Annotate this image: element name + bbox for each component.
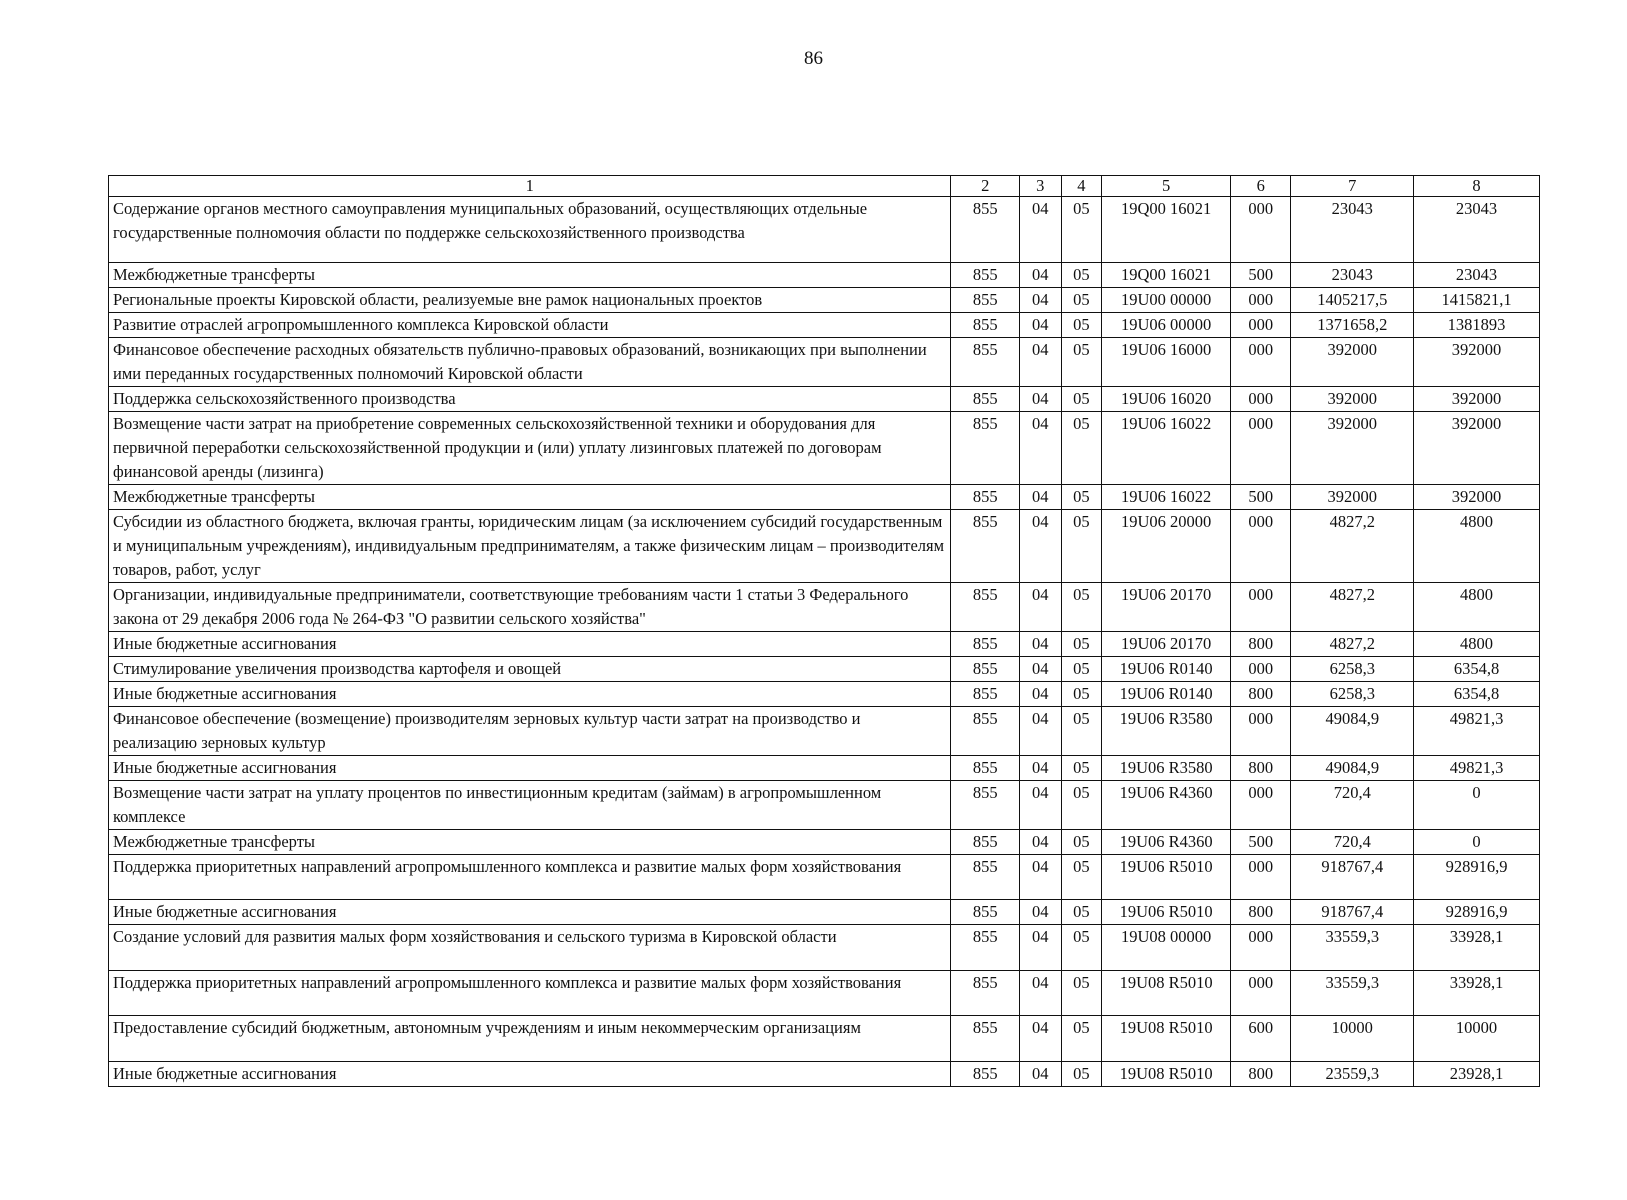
- row-value-7: 1405217,5: [1291, 288, 1414, 313]
- row-code-4: 05: [1061, 412, 1102, 485]
- row-code-6: 000: [1231, 313, 1291, 338]
- table-row: [109, 583, 1540, 632]
- row-value-7: 4827,2: [1291, 510, 1414, 583]
- row-name: Предоставление субсидий бюджетным, автономным учреждениям и иным некоммерческим организациям: [109, 1016, 951, 1062]
- row-code-3: 04: [1020, 900, 1062, 925]
- row-code-5: 19U06 16000: [1102, 338, 1231, 387]
- row-value-8: 23043: [1414, 197, 1540, 263]
- table-row: [109, 830, 1540, 855]
- row-code-2: 855: [951, 657, 1020, 682]
- row-code-2: 855: [951, 338, 1020, 387]
- row-value-8: 4800: [1414, 510, 1540, 583]
- row-name: Содержание органов местного самоуправления муниципальных образований, осуществляющих отдельные государственные полномочия области по поддержке сельскохозяйственного производства: [109, 197, 951, 263]
- row-code-3: 04: [1020, 1062, 1062, 1087]
- row-value-7: 918767,4: [1291, 900, 1414, 925]
- row-name: Региональные проекты Кировской области, реализуемые вне рамок национальных проектов: [109, 288, 951, 313]
- row-code-4: 05: [1061, 263, 1102, 288]
- row-code-3: 04: [1020, 971, 1062, 1016]
- row-code-5: 19Q00 16021: [1102, 197, 1231, 263]
- row-value-8: 0: [1414, 781, 1540, 830]
- row-code-4: 05: [1061, 197, 1102, 263]
- row-code-4: 05: [1061, 900, 1102, 925]
- row-value-7: 392000: [1291, 338, 1414, 387]
- row-code-3: 04: [1020, 657, 1062, 682]
- row-code-6: 000: [1231, 657, 1291, 682]
- row-code-2: 855: [951, 756, 1020, 781]
- row-code-4: 05: [1061, 510, 1102, 583]
- row-name: Иные бюджетные ассигнования: [109, 900, 951, 925]
- row-value-8: 23043: [1414, 263, 1540, 288]
- row-code-6: 000: [1231, 510, 1291, 583]
- row-value-7: 23559,3: [1291, 1062, 1414, 1087]
- row-name: Поддержка приоритетных направлений агропромышленного комплекса и развитие малых форм хозяйствования: [109, 971, 951, 1016]
- row-code-2: 855: [951, 583, 1020, 632]
- table-row: [109, 1016, 1540, 1062]
- row-code-5: 19U06 R0140: [1102, 682, 1231, 707]
- row-code-6: 800: [1231, 632, 1291, 657]
- row-value-7: 10000: [1291, 1016, 1414, 1062]
- row-code-2: 855: [951, 971, 1020, 1016]
- row-code-3: 04: [1020, 412, 1062, 485]
- row-code-2: 855: [951, 412, 1020, 485]
- row-code-6: 800: [1231, 900, 1291, 925]
- row-code-3: 04: [1020, 510, 1062, 583]
- row-code-3: 04: [1020, 263, 1062, 288]
- row-code-2: 855: [951, 855, 1020, 900]
- row-value-7: 4827,2: [1291, 632, 1414, 657]
- row-value-8: 392000: [1414, 485, 1540, 510]
- row-value-7: 1371658,2: [1291, 313, 1414, 338]
- row-code-4: 05: [1061, 707, 1102, 756]
- row-name: Поддержка приоритетных направлений агропромышленного комплекса и развитие малых форм хозяйствования: [109, 855, 951, 900]
- row-code-2: 855: [951, 1062, 1020, 1087]
- row-code-5: 19U08 R5010: [1102, 971, 1231, 1016]
- row-code-3: 04: [1020, 313, 1062, 338]
- row-code-5: 19U06 R5010: [1102, 900, 1231, 925]
- row-code-4: 05: [1061, 1062, 1102, 1087]
- row-value-7: 33559,3: [1291, 925, 1414, 971]
- row-code-3: 04: [1020, 1016, 1062, 1062]
- row-value-7: 23043: [1291, 263, 1414, 288]
- table-row: [109, 1062, 1540, 1087]
- row-code-4: 05: [1061, 485, 1102, 510]
- row-code-6: 500: [1231, 830, 1291, 855]
- row-code-6: 500: [1231, 263, 1291, 288]
- row-name: Межбюджетные трансферты: [109, 485, 951, 510]
- table-row: [109, 900, 1540, 925]
- row-value-8: 6354,8: [1414, 657, 1540, 682]
- row-code-6: 800: [1231, 682, 1291, 707]
- table-row: [109, 781, 1540, 830]
- row-code-4: 05: [1061, 781, 1102, 830]
- row-code-3: 04: [1020, 707, 1062, 756]
- row-code-6: 000: [1231, 197, 1291, 263]
- column-header: 6: [1231, 176, 1291, 197]
- row-code-3: 04: [1020, 756, 1062, 781]
- row-value-8: 23928,1: [1414, 1062, 1540, 1087]
- table-row: [109, 412, 1540, 485]
- row-code-5: 19U06 16022: [1102, 485, 1231, 510]
- row-code-5: 19U06 00000: [1102, 313, 1231, 338]
- row-code-2: 855: [951, 632, 1020, 657]
- table-body: [109, 197, 1540, 1087]
- row-value-8: 1381893: [1414, 313, 1540, 338]
- row-name: Иные бюджетные ассигнования: [109, 1062, 951, 1087]
- row-code-2: 855: [951, 900, 1020, 925]
- row-code-2: 855: [951, 387, 1020, 412]
- row-code-4: 05: [1061, 338, 1102, 387]
- row-code-4: 05: [1061, 830, 1102, 855]
- row-name: Межбюджетные трансферты: [109, 830, 951, 855]
- column-header: 4: [1061, 176, 1102, 197]
- row-code-2: 855: [951, 925, 1020, 971]
- row-code-4: 05: [1061, 855, 1102, 900]
- row-value-8: 392000: [1414, 412, 1540, 485]
- row-name: Стимулирование увеличения производства картофеля и овощей: [109, 657, 951, 682]
- row-name: Создание условий для развития малых форм хозяйствования и сельского туризма в Кировской области: [109, 925, 951, 971]
- row-code-5: 19U06 R3580: [1102, 756, 1231, 781]
- row-code-2: 855: [951, 510, 1020, 583]
- table-row: [109, 510, 1540, 583]
- row-code-6: 800: [1231, 1062, 1291, 1087]
- row-value-7: 720,4: [1291, 830, 1414, 855]
- row-code-2: 855: [951, 263, 1020, 288]
- page-number: 86: [804, 48, 823, 69]
- row-value-8: 4800: [1414, 583, 1540, 632]
- row-code-5: 19U06 16022: [1102, 412, 1231, 485]
- row-name: Финансовое обеспечение (возмещение) производителям зерновых культур части затрат на производство и реализацию зерновых культур: [109, 707, 951, 756]
- row-code-2: 855: [951, 682, 1020, 707]
- row-value-7: 392000: [1291, 485, 1414, 510]
- row-code-6: 000: [1231, 338, 1291, 387]
- row-code-6: 600: [1231, 1016, 1291, 1062]
- row-code-6: 000: [1231, 387, 1291, 412]
- row-code-2: 855: [951, 830, 1020, 855]
- row-code-4: 05: [1061, 313, 1102, 338]
- row-value-8: 49821,3: [1414, 707, 1540, 756]
- row-name: Иные бюджетные ассигнования: [109, 682, 951, 707]
- row-code-6: 000: [1231, 925, 1291, 971]
- row-code-3: 04: [1020, 830, 1062, 855]
- row-code-6: 000: [1231, 855, 1291, 900]
- row-code-3: 04: [1020, 855, 1062, 900]
- column-header: 8: [1414, 176, 1540, 197]
- row-value-7: 49084,9: [1291, 756, 1414, 781]
- row-code-3: 04: [1020, 288, 1062, 313]
- row-code-5: 19U06 R3580: [1102, 707, 1231, 756]
- row-value-7: 33559,3: [1291, 971, 1414, 1016]
- row-code-2: 855: [951, 313, 1020, 338]
- row-value-8: 1415821,1: [1414, 288, 1540, 313]
- row-code-3: 04: [1020, 682, 1062, 707]
- row-value-8: 928916,9: [1414, 900, 1540, 925]
- row-value-7: 49084,9: [1291, 707, 1414, 756]
- table-row: [109, 971, 1540, 1016]
- row-code-4: 05: [1061, 657, 1102, 682]
- row-code-4: 05: [1061, 1016, 1102, 1062]
- row-name: Иные бюджетные ассигнования: [109, 756, 951, 781]
- row-name: Возмещение части затрат на уплату процентов по инвестиционным кредитам (займам) в агропромышленном комплексе: [109, 781, 951, 830]
- row-code-5: 19U00 00000: [1102, 288, 1231, 313]
- table-row: [109, 682, 1540, 707]
- table-row: [109, 657, 1540, 682]
- row-value-8: 392000: [1414, 338, 1540, 387]
- row-code-3: 04: [1020, 387, 1062, 412]
- row-value-7: 6258,3: [1291, 657, 1414, 682]
- row-value-8: 49821,3: [1414, 756, 1540, 781]
- row-code-5: 19U06 16020: [1102, 387, 1231, 412]
- row-name: Возмещение части затрат на приобретение современных сельскохозяйственной техники и оборудования для первичной переработки сельскохозяйственной продукции и (или) уплату лизинговых платежей по договорам финансовой аренды (лизинга): [109, 412, 951, 485]
- table-row: [109, 197, 1540, 263]
- table-row: [109, 707, 1540, 756]
- table-row: [109, 263, 1540, 288]
- row-name: Поддержка сельскохозяйственного производства: [109, 387, 951, 412]
- row-code-4: 05: [1061, 971, 1102, 1016]
- row-code-6: 500: [1231, 485, 1291, 510]
- row-code-5: 19U06 20000: [1102, 510, 1231, 583]
- column-header: 1: [109, 176, 951, 197]
- row-code-4: 05: [1061, 632, 1102, 657]
- row-code-5: 19Q00 16021: [1102, 263, 1231, 288]
- budget-table: [108, 175, 1540, 1087]
- row-code-6: 000: [1231, 707, 1291, 756]
- row-name: Межбюджетные трансферты: [109, 263, 951, 288]
- row-code-5: 19U06 R4360: [1102, 781, 1231, 830]
- row-code-3: 04: [1020, 781, 1062, 830]
- row-code-2: 855: [951, 288, 1020, 313]
- row-value-7: 4827,2: [1291, 583, 1414, 632]
- row-name: Финансовое обеспечение расходных обязательств публично-правовых образований, возникающих при выполнении ими переданных государственных полномочий Кировской области: [109, 338, 951, 387]
- row-code-4: 05: [1061, 583, 1102, 632]
- row-value-7: 23043: [1291, 197, 1414, 263]
- row-code-2: 855: [951, 485, 1020, 510]
- column-header: 3: [1020, 176, 1062, 197]
- header-row: [109, 176, 1540, 197]
- row-code-3: 04: [1020, 485, 1062, 510]
- row-name: Иные бюджетные ассигнования: [109, 632, 951, 657]
- row-code-2: 855: [951, 707, 1020, 756]
- row-code-4: 05: [1061, 682, 1102, 707]
- row-code-4: 05: [1061, 756, 1102, 781]
- row-code-6: 000: [1231, 781, 1291, 830]
- row-code-3: 04: [1020, 583, 1062, 632]
- row-code-5: 19U06 R5010: [1102, 855, 1231, 900]
- row-value-7: 392000: [1291, 387, 1414, 412]
- row-code-4: 05: [1061, 387, 1102, 412]
- row-code-3: 04: [1020, 197, 1062, 263]
- row-code-3: 04: [1020, 338, 1062, 387]
- row-code-5: 19U06 R4360: [1102, 830, 1231, 855]
- row-value-7: 918767,4: [1291, 855, 1414, 900]
- table-row: [109, 756, 1540, 781]
- row-value-8: 33928,1: [1414, 925, 1540, 971]
- table-row: [109, 338, 1540, 387]
- row-code-5: 19U06 R0140: [1102, 657, 1231, 682]
- row-value-8: 0: [1414, 830, 1540, 855]
- table-row: [109, 313, 1540, 338]
- row-code-6: 000: [1231, 412, 1291, 485]
- table-row: [109, 485, 1540, 510]
- column-header: 5: [1102, 176, 1231, 197]
- row-name: Развитие отраслей агропромышленного комплекса Кировской области: [109, 313, 951, 338]
- row-code-5: 19U06 20170: [1102, 583, 1231, 632]
- row-code-5: 19U08 00000: [1102, 925, 1231, 971]
- row-code-3: 04: [1020, 632, 1062, 657]
- column-header: 2: [951, 176, 1020, 197]
- row-code-6: 000: [1231, 288, 1291, 313]
- column-header: 7: [1291, 176, 1414, 197]
- row-code-6: 000: [1231, 583, 1291, 632]
- row-code-5: 19U06 20170: [1102, 632, 1231, 657]
- row-code-5: 19U08 R5010: [1102, 1016, 1231, 1062]
- row-code-2: 855: [951, 1016, 1020, 1062]
- table-row: [109, 387, 1540, 412]
- row-name: Организации, индивидуальные предприниматели, соответствующие требованиям части 1 статьи 3 Федерального закона от 29 декабря 2006 года № 264-ФЗ "О развитии сельского хозяйства": [109, 583, 951, 632]
- row-code-2: 855: [951, 197, 1020, 263]
- row-value-8: 33928,1: [1414, 971, 1540, 1016]
- row-value-8: 10000: [1414, 1016, 1540, 1062]
- row-code-6: 800: [1231, 756, 1291, 781]
- row-value-8: 4800: [1414, 632, 1540, 657]
- row-value-7: 6258,3: [1291, 682, 1414, 707]
- row-value-7: 392000: [1291, 412, 1414, 485]
- row-code-3: 04: [1020, 925, 1062, 971]
- table-row: [109, 925, 1540, 971]
- row-value-8: 928916,9: [1414, 855, 1540, 900]
- row-code-6: 000: [1231, 971, 1291, 1016]
- table-row: [109, 632, 1540, 657]
- row-value-8: 392000: [1414, 387, 1540, 412]
- row-value-8: 6354,8: [1414, 682, 1540, 707]
- table-row: [109, 288, 1540, 313]
- row-name: Субсидии из областного бюджета, включая гранты, юридическим лицам (за исключением субсидий государственным и муниципальным учреждениям), индивидуальным предпринимателям, а также физическим лицам – производителям товаров, работ, услуг: [109, 510, 951, 583]
- row-value-7: 720,4: [1291, 781, 1414, 830]
- row-code-4: 05: [1061, 288, 1102, 313]
- table-row: [109, 855, 1540, 900]
- row-code-2: 855: [951, 781, 1020, 830]
- row-code-5: 19U08 R5010: [1102, 1062, 1231, 1087]
- row-code-4: 05: [1061, 925, 1102, 971]
